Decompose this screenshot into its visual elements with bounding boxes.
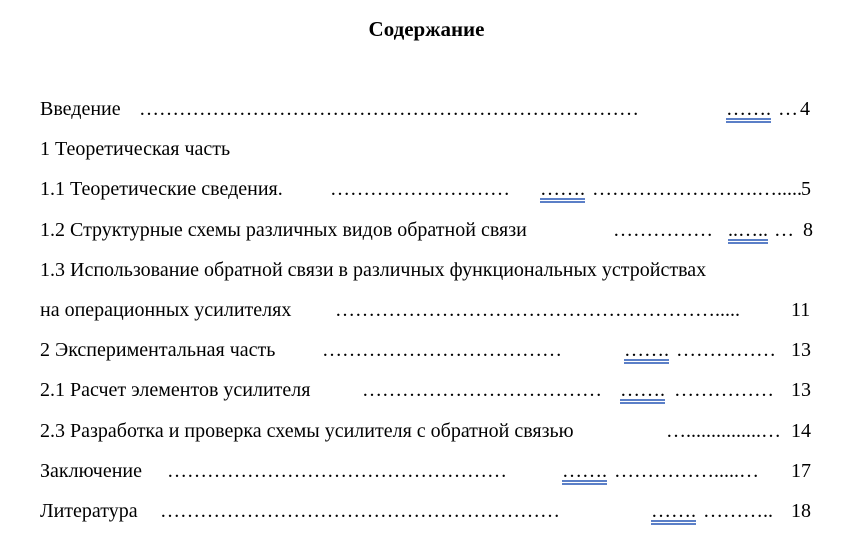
toc-leader-dots-marked: ……. [726, 98, 771, 120]
toc-entry-experimental [40, 337, 830, 377]
toc-page-number: 18 [791, 499, 811, 522]
toc-entry-2-1 [40, 377, 830, 417]
toc-entry-text: на операционных усилителях [40, 298, 292, 321]
toc-leader-dots: …………… [676, 339, 776, 362]
toc-leader-dots-marked: ……. [562, 459, 607, 482]
toc-entry-text: 2.1 Расчет элементов усилителя [40, 379, 311, 402]
toc-page-number: 13 [791, 339, 811, 362]
toc-leader-dots: …………………….…..... [592, 178, 802, 201]
toc-page-number: 5 [801, 178, 811, 201]
toc-page-number: 4 [800, 98, 810, 120]
toc-leader-dots: …………………………………………………… [160, 499, 560, 522]
toc-leader-dots-marked: ……. [624, 339, 669, 362]
toc-page-number: 14 [791, 419, 811, 442]
toc-page-number: 11 [791, 298, 811, 321]
toc-entry-text: 1 Теоретическая часть [40, 138, 231, 161]
toc-leader-dots: ……….. [703, 499, 773, 522]
toc-leader-dots: …………… [674, 379, 774, 402]
toc-entry-1-3-continued [40, 297, 830, 337]
toc-entry-1-2 [40, 217, 830, 257]
toc-leader-dots: … [778, 98, 798, 120]
toc-entry-conclusion [40, 458, 830, 498]
toc-entry-text: 1.3 Использование обратной связи в различных функциональных устройствах [40, 258, 707, 281]
toc-entry-text: 1.2 Структурные схемы различных видов обратной связи [40, 218, 527, 241]
toc-entry-introduction [40, 96, 830, 136]
toc-entry-text: Литература [40, 499, 138, 522]
toc-page-number: 8 [803, 218, 813, 241]
page-title: Содержание [368, 17, 485, 41]
toc-leader-dots: ……………………………… [362, 379, 602, 402]
toc-leader-dots: …………….....… [614, 459, 759, 482]
toc-leader-dots: …………………………………………… [167, 459, 507, 482]
toc-entry-1-3 [40, 257, 830, 297]
toc-leader-dots: … [774, 218, 794, 241]
toc-leader-dots: ……………………… [330, 178, 510, 201]
toc-leader-dots: ……………………………… [322, 339, 562, 362]
toc-entry-text: Заключение [40, 459, 142, 482]
toc-entry-text: 1.1 Теоретические сведения. [40, 178, 283, 201]
toc-entry-text: 2 Экспериментальная часть [40, 339, 276, 362]
table-of-contents [40, 96, 830, 538]
toc-leader-dots-marked: ..….. [728, 218, 768, 241]
toc-leader-dots-marked: ……. [540, 178, 585, 201]
toc-leader-dots: …………… [613, 218, 713, 241]
toc-entry-references [40, 498, 830, 538]
toc-leader-dots-marked: ……. [651, 499, 696, 522]
toc-entry-theory [40, 136, 830, 176]
toc-leader-dots: ………………………………………………………………… [139, 98, 639, 120]
toc-page-number: 13 [791, 379, 811, 402]
toc-leader-dots-marked: ……. [620, 379, 665, 402]
toc-entry-text: Введение [40, 98, 121, 120]
toc-entry-text: 2.3 Разработка и проверка схемы усилителя с обратной связью [40, 419, 574, 442]
toc-entry-1-1 [40, 176, 830, 216]
toc-leader-dots: …...............… [666, 419, 781, 442]
toc-leader-dots: …………………………………………………..... [335, 298, 740, 321]
toc-page-number: 17 [791, 459, 811, 482]
toc-entry-2-3 [40, 418, 830, 458]
